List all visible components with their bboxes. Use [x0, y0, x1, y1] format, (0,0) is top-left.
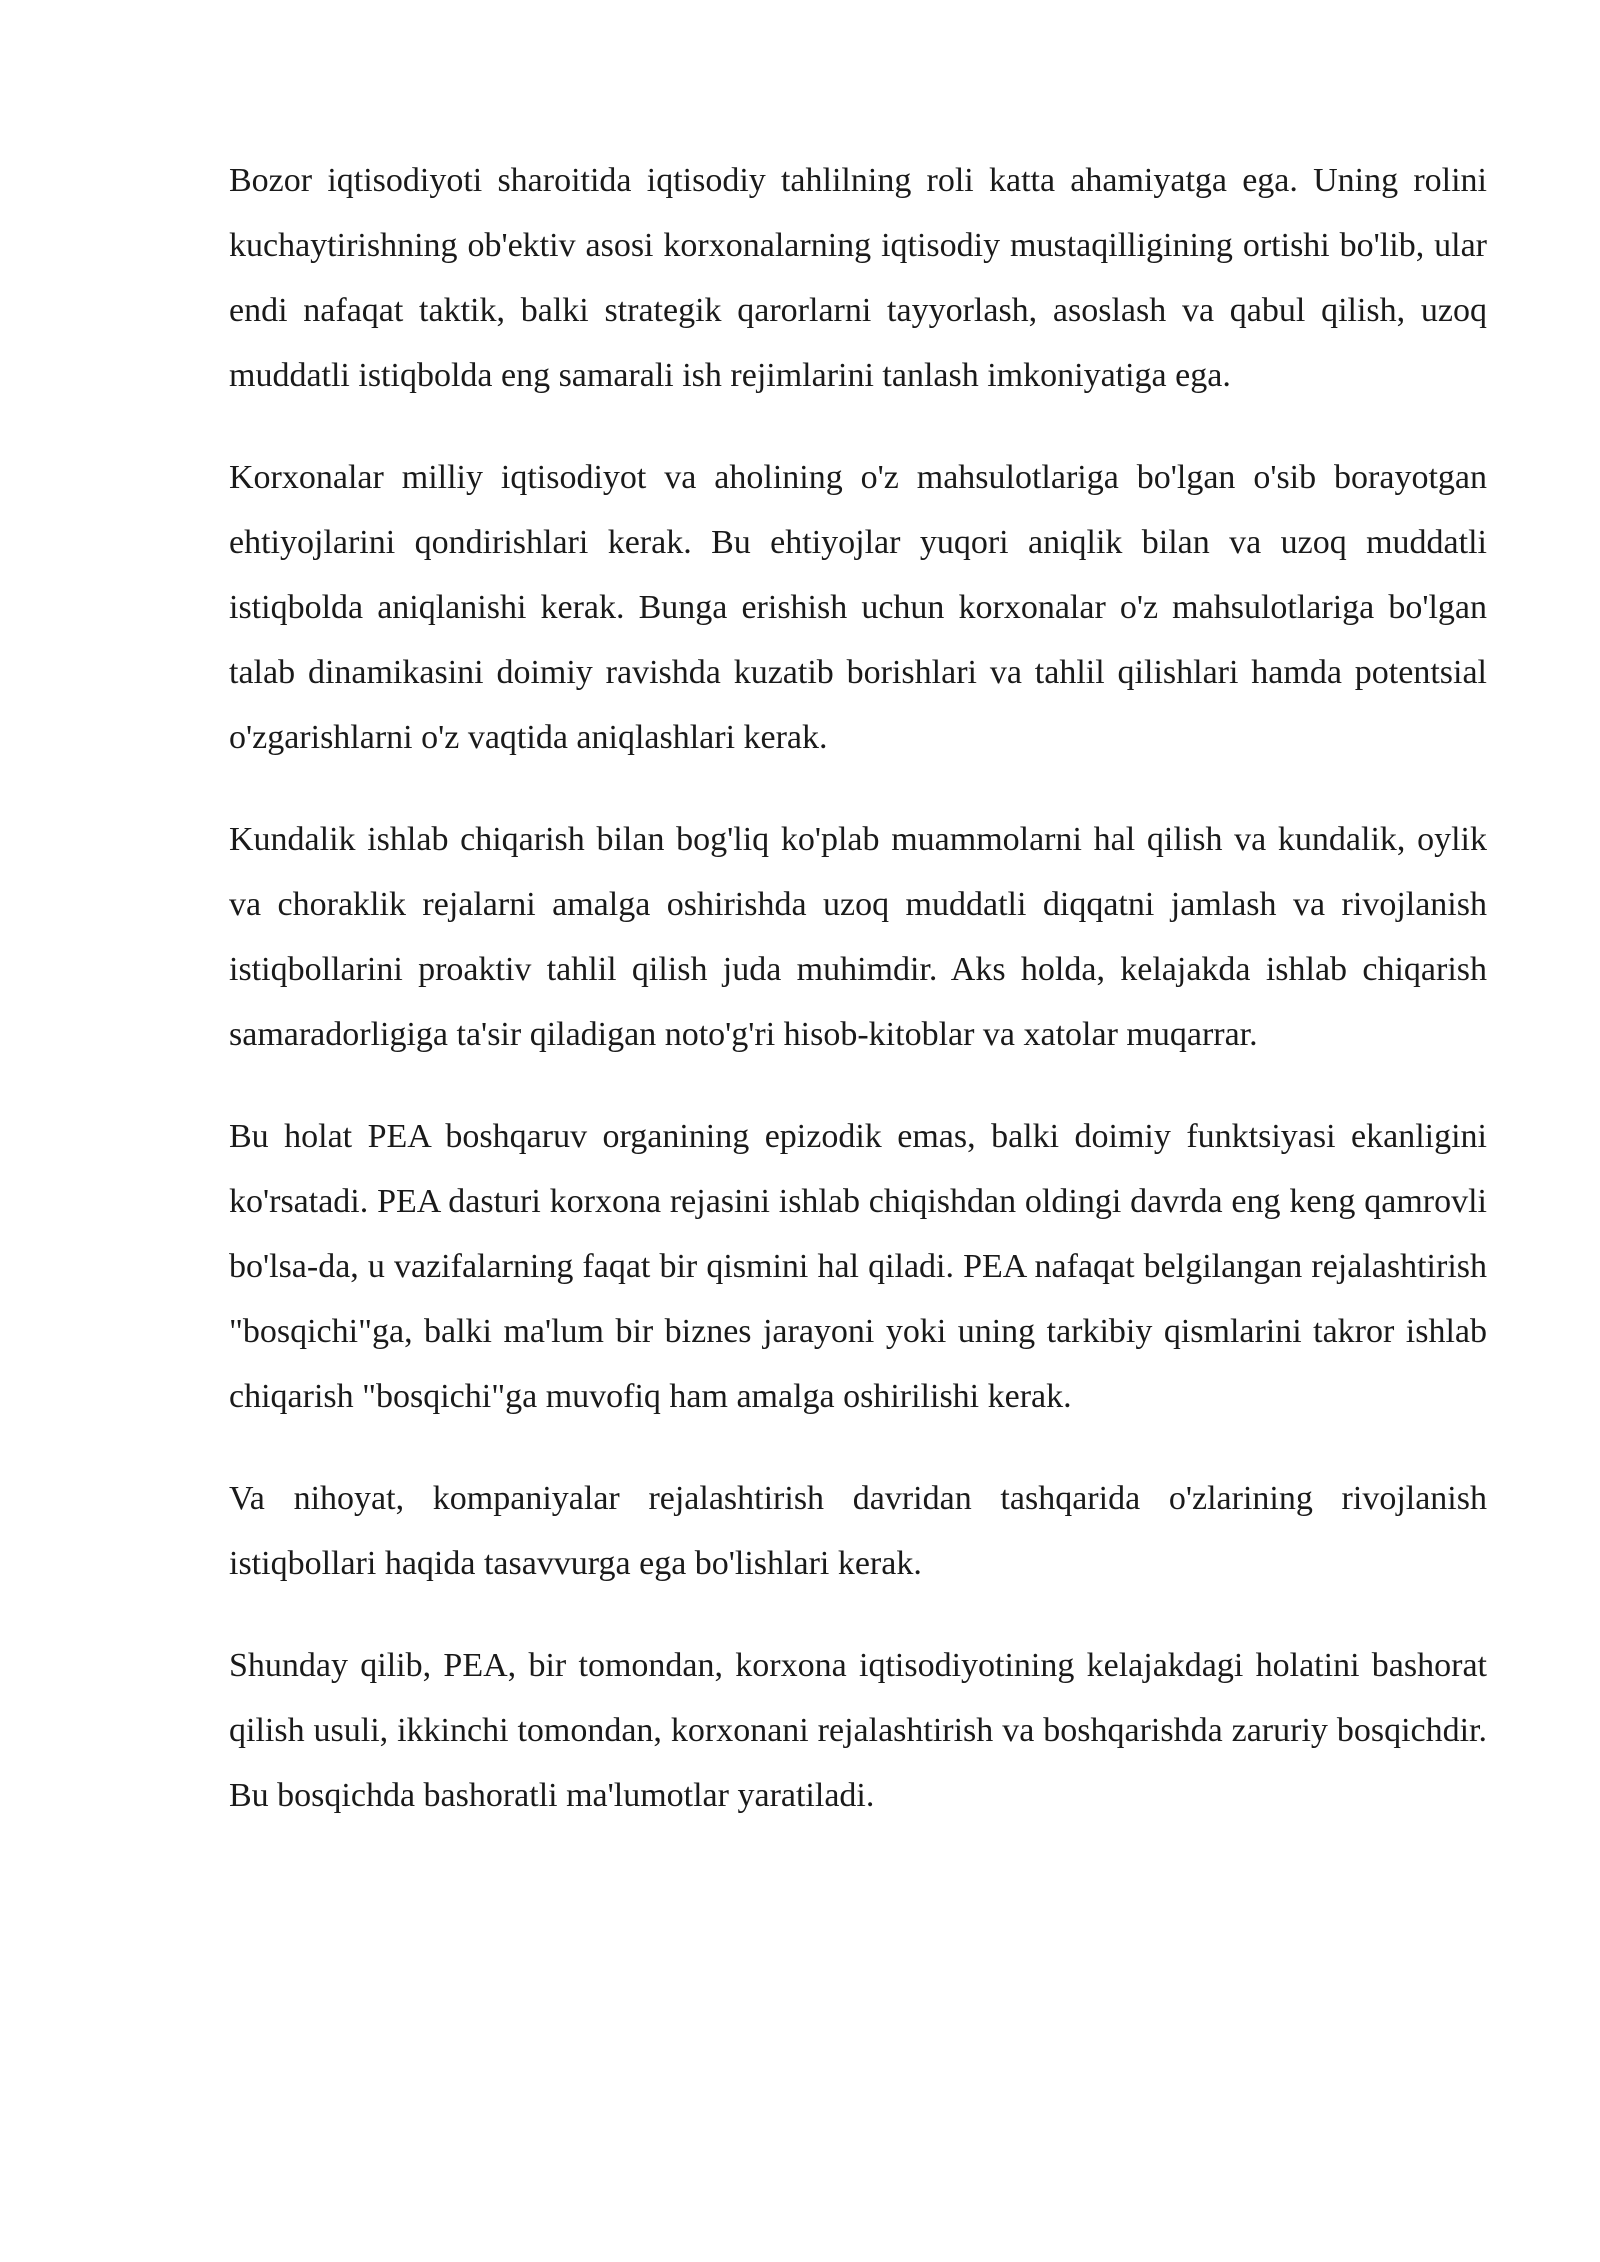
paragraph-6: Shunday qilib, PEA, bir tomondan, korxona iqtisodiyotining kelajakdagi holatini bashorat qilish usuli, ikkinchi tomondan, korxonani rejalashtirish va boshqarishda zaruriy bosqichdir. Bu bosqichda bashoratli ma'lumotlar yaratiladi. — [229, 1647, 1487, 1814]
paragraph-2: Korxonalar milliy iqtisodiyot va aholining o'z mahsulotlariga bo'lgan o'sib borayotgan ehtiyojlarini qondirishlari kerak. Bu ehtiyojlar yuqori aniqlik bilan va uzoq muddatli istiqbolda aniqlanishi kerak. Bunga erishish uchun korxonalar o'z mahsulotlariga bo'lgan talab dinamikasini doimiy ravishda kuzatib borishlari va tahlil qilishlari hamda potentsial o'zgarishlarni o'z vaqtida aniqlashlari kerak. — [229, 459, 1487, 756]
paragraph-1: Bozor iqtisodiyoti sharoitida iqtisodiy tahlilning roli katta ahamiyatga ega. Uning rolini kuchaytirishning ob'ektiv asosi korxonalarning iqtisodiy mustaqilligining ortishi bo'lib, ular endi nafaqat taktik, balki strategik qarorlarni tayyorlash, asoslash va qabul qilish, uzoq muddatli istiqbolda eng samarali ish rejimlarini tanlash imkoniyatiga ega. — [229, 162, 1487, 394]
document-body — [229, 148, 1487, 1865]
paragraph-5: Va nihoyat, kompaniyalar rejalashtirish davridan tashqarida o'zlarining rivojlanish istiqbollari haqida tasavvurga ega bo'lishlari kerak. — [229, 1480, 1487, 1582]
paragraph-3: Kundalik ishlab chiqarish bilan bog'liq ko'plab muammolarni hal qilish va kundalik, oylik va choraklik rejalarni amalga oshirishda uzoq muddatli diqqatni jamlash va rivojlanish istiqbollarini proaktiv tahlil qilish juda muhimdir. Aks holda, kelajakda ishlab chiqarish samaradorligiga ta'sir qiladigan noto'g'ri hisob-kitoblar va xatolar muqarrar. — [229, 821, 1487, 1053]
paragraph-4: Bu holat PEA boshqaruv organining epizodik emas, balki doimiy funktsiyasi ekanligini ko'rsatadi. PEA dasturi korxona rejasini ishlab chiqishdan oldingi davrda eng keng qamrovli bo'lsa-da, u vazifalarning faqat bir qismini hal qiladi. PEA nafaqat belgilangan rejalashtirish "bosqichi"ga, balki ma'lum bir biznes jarayoni yoki uning tarkibiy qismlarini takror ishlab chiqarish "bosqichi"ga muvofiq ham amalga oshirilishi kerak. — [229, 1118, 1487, 1415]
